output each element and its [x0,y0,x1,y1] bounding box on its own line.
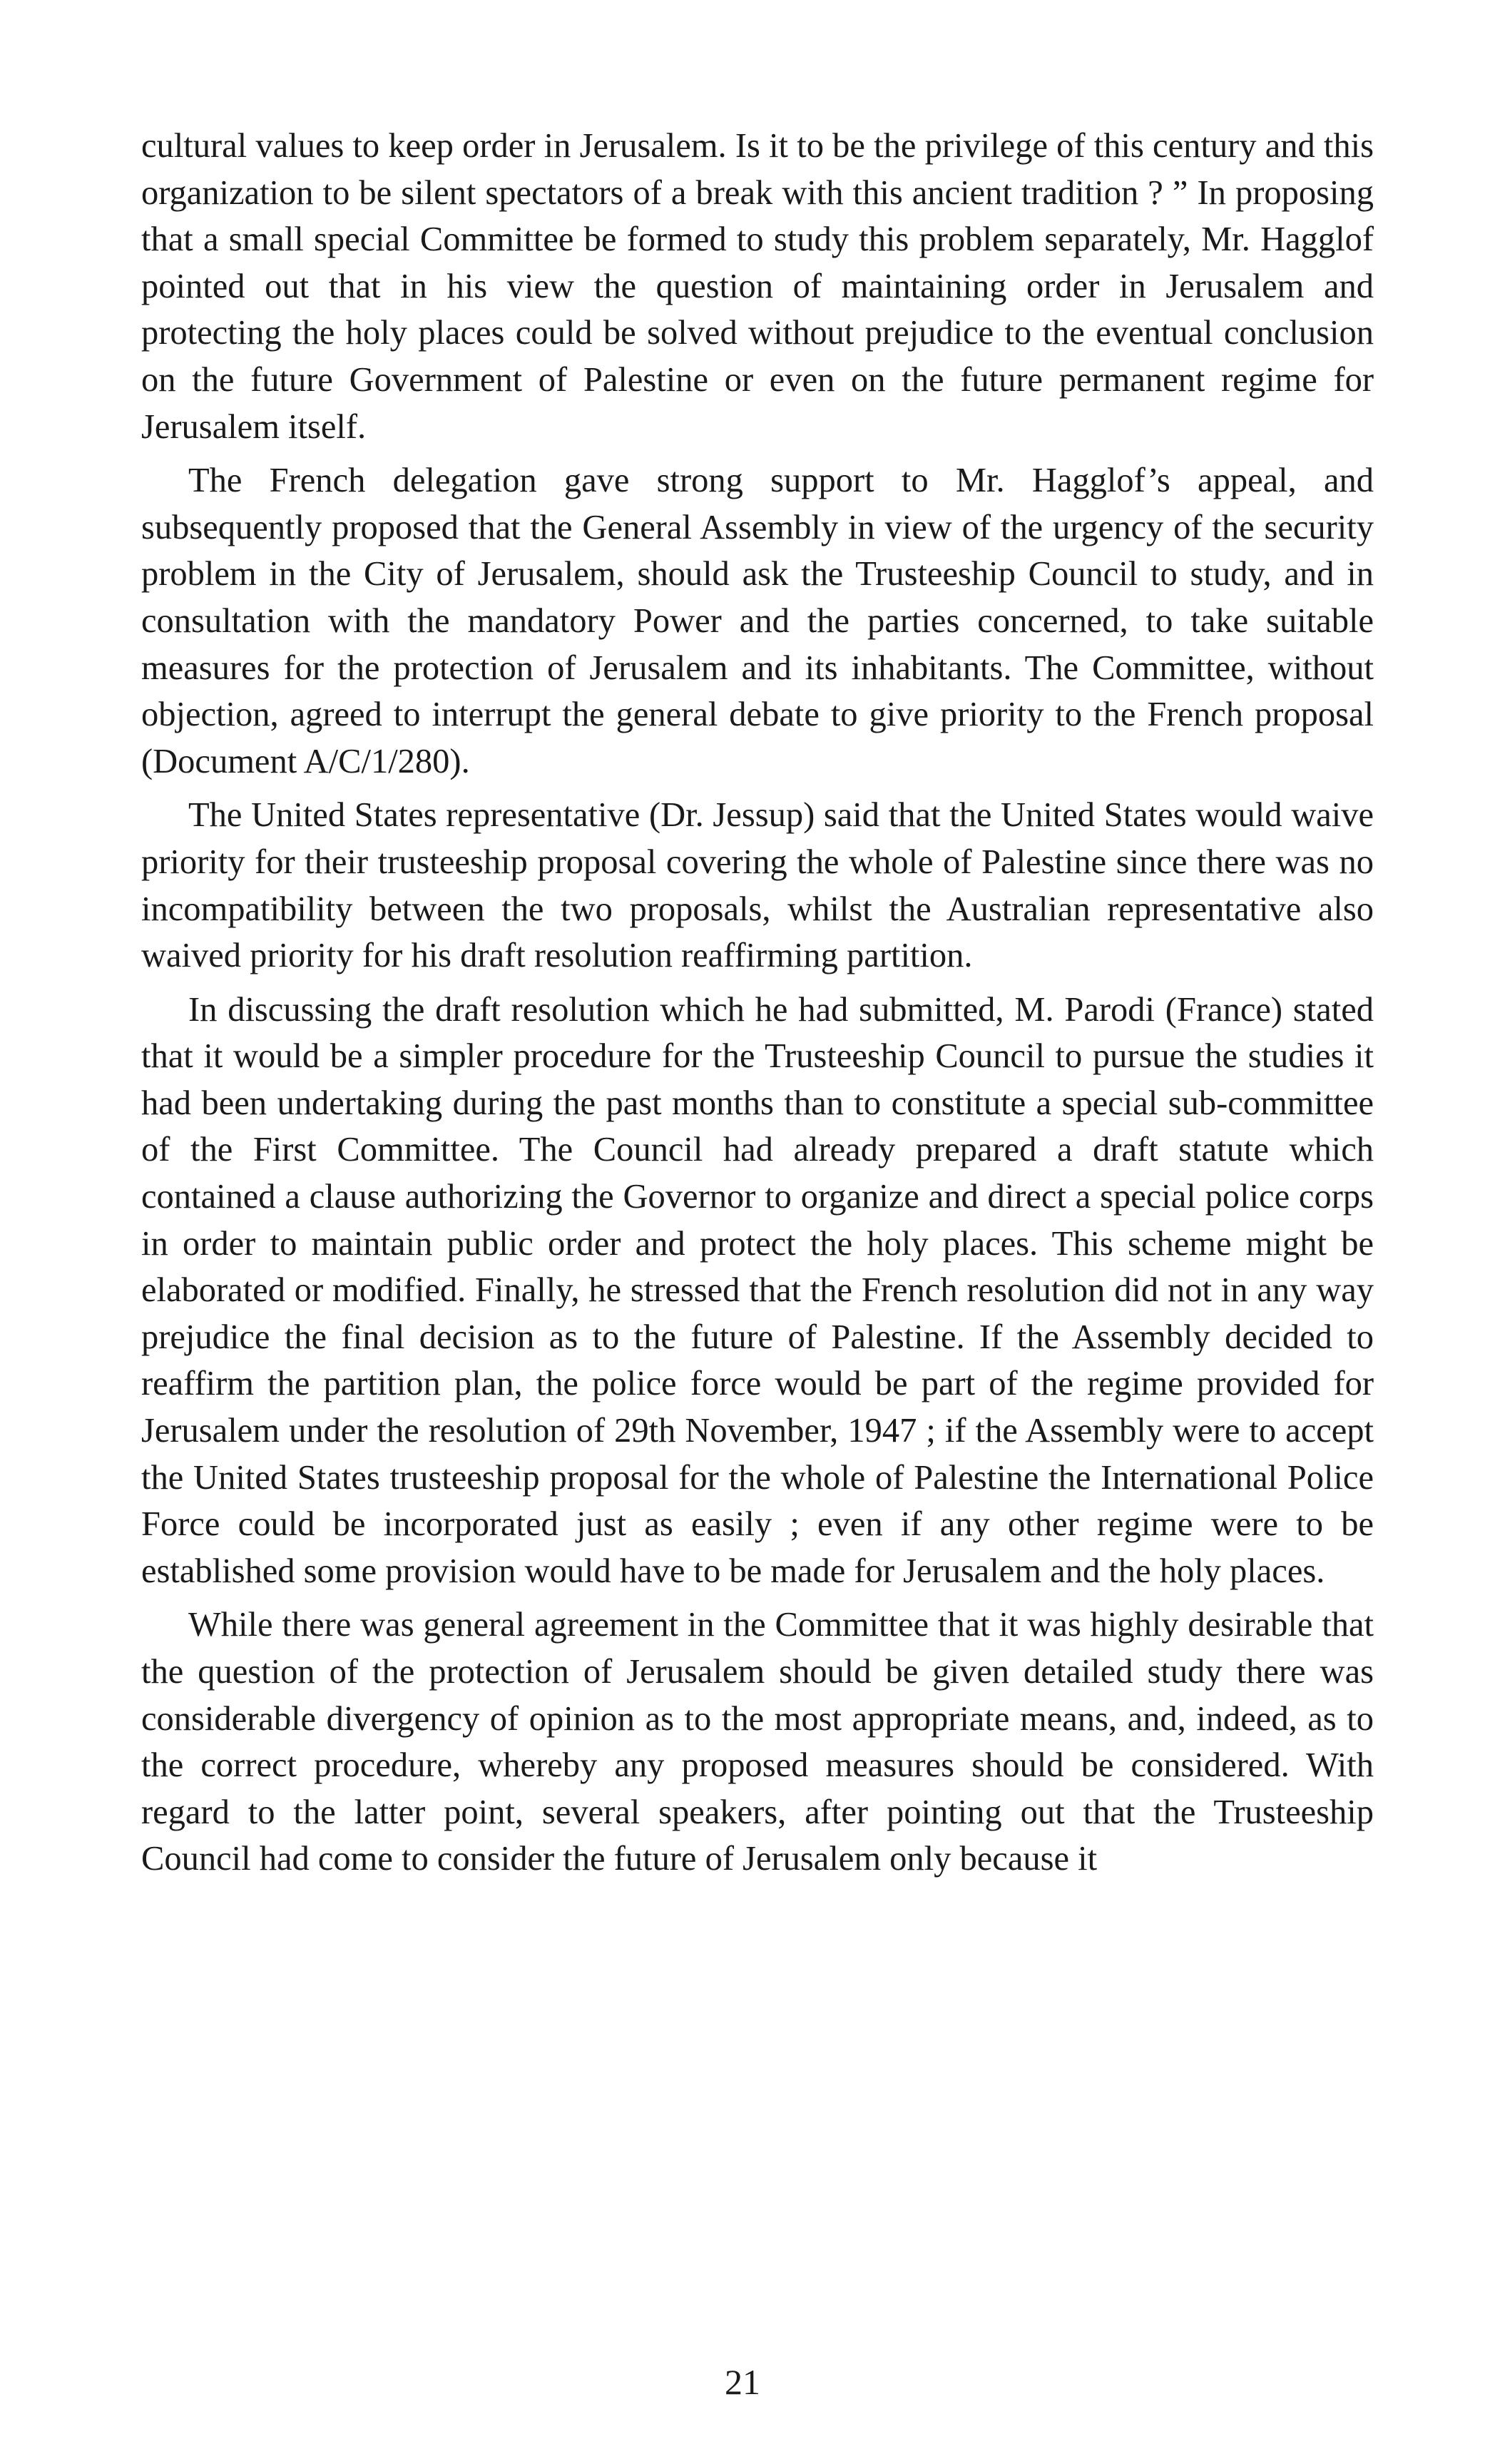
paragraph-general-agreement: While there was general agreement in the Committee that it was highly desirable that the question of the protection of Jerusalem should be given detailed study there was considerable divergency of opinion as to the most appropriate means, and, indeed, as to the correct procedure, whereby any proposed measures should be considered. With regard to the latter point, several speakers, after pointing out that the Trusteeship Council had come to consider the future of Jerusalem only because it [141,1606,1374,1878]
body-text [141,123,1374,1883]
page-number: 21 [725,2362,760,2402]
paragraph-continuation: cultural values to keep order in Jerusalem. Is it to be the privilege of this century and this organization to be silent spectators of a break with this ancient tradition ? ” In proposing that a small special Committee be formed to study this problem separately, Mr. Hagglof pointed out that in his view the question of maintaining order in Jerusalem and protecting the holy places could be solved without prejudice to the eventual conclusion on the future Government of Palestine or even on the future permanent regime for Jerusalem itself. [141,127,1374,446]
paragraph-french-delegation: The French delegation gave strong support to Mr. Hagglof’s appeal, and subsequently proposed that the General Assembly in view of the urgency of the security problem in the City of Jerusalem, should ask the Trusteeship Council to study, and in consultation with the mandatory Power and the parties concerned, to take suitable measures for the protection of Jerusalem and its inhabitants. The Committee, without objection, agreed to interrupt the general debate to give priority to the French proposal (Document A/C/1/280). [141,462,1374,780]
paragraph-parodi: In discussing the draft resolution which he had submitted, M. Parodi (France) stated that it would be a simpler procedure for the Trusteeship Council to pursue the studies it had been undertaking during the past months than to constitute a special sub-committee of the First Committee. The Council had already prepared a draft statute which contained a clause authorizing the Governor to organize and direct a special police corps in order to maintain public order and protect the holy places. This scheme might be elaborated or modified. Finally, he stressed that the French resolution did not in any way prejudice the final decision as to the future of Palestine. If the Assembly decided to reaffirm the partition plan, the police force would be part of the regime provided for Jerusalem under the resolution of 29th November, 1947 ; if the Assembly were to accept the United States trusteeship proposal for the whole of Palestine the International Police Force could be incorporated just as easily ; even if any other regime were to be established some provision would have to be made for Jerusalem and the holy places. [141,990,1374,1590]
paragraph-united-states: The United States representative (Dr. Jessup) said that the United States would waive priority for their trusteeship proposal covering the whole of Palestine since there was no incompatibility between the two proposals, whilst the Australian representative also waived priority for his draft resolution reaffirming partition. [141,796,1374,975]
